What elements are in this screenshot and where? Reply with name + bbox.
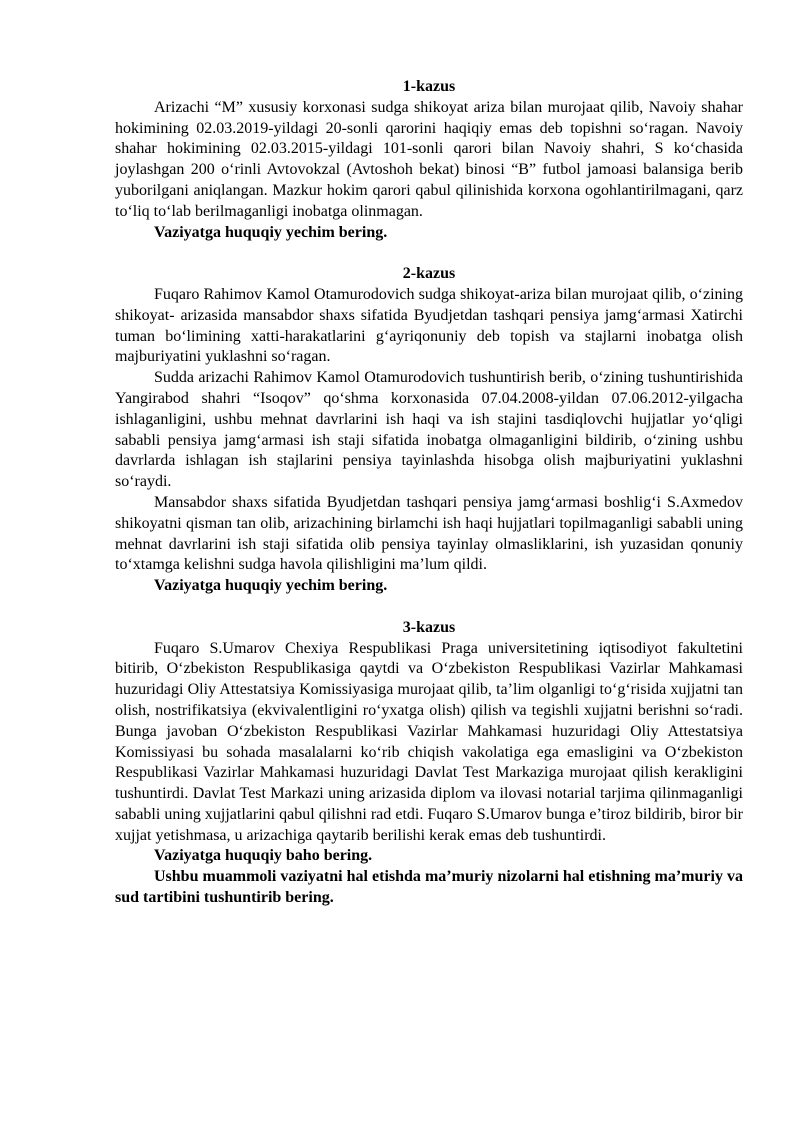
case-separator — [115, 243, 743, 264]
case-title: 2-kazus — [402, 265, 456, 283]
case-title: 1-kazus — [402, 78, 456, 95]
case-paragraph: Fuqaro S.Umarov Chexiya Respublikasi Praga universitetining iqtisodiyot fakultetini bitirib, O‘zbekiston Respublikasiga qaytdi va O‘zbekiston Respublikasi Vazirlar Mahkamasi huzuridagi Oliy Attestatsiya Komissiyasiga murojaat qilib, ta’lim olganligi to‘g‘risida xujjatni tan olish, nostrifikatsiya (ekvivalentligini ro‘yxatga olish) qilish va tegishli xujjatni berishni so‘radi. Bunga javoban O‘zbekiston Respublikasi Vazirlar Mahkamasi huzuridagi Oliy Attestatsiya Komissiyasi bu sohada masalalarni ko‘rib chiqish vakolatiga ega emasligini va O‘zbekiston Respublikasi Vazirlar Mahkamasi huzuridagi Davlat Test Markaziga murojaat qilish kerakligini tushuntirdi. Davlat Test Markazi uning arizasida diplom va ilovasi notarial tarjima qilinmaganligi sababli uning xujjatlarini qabul qilishni rad etdi. Fuqaro S.Umarov bunga e’tiroz bildirib, biror bir xujjat yetishmasa, u arizachiga qaytarib berilishi kerak emas deb tushuntirdi. — [115, 639, 743, 844]
case-paragraph: Arizachi “M” xususiy korxonasi sudga shikoyat ariza bilan murojaat qilib, Navoiy shahar hokimining 02.03.2019-yildagi 20-sonli qarorini haqiqiy emas deb topishni so‘ragan. Navoiy shahar hokimining 02.03.2015-yildagi 101-sonli qarori bilan Navoiy shahri, S ko‘chasida joylashgan 200 o‘rinli Avtovokzal (Avtoshoh bekat) binosi “B” futbol jamoasi balansiga berib yuborilgani aniqlangan. Mazkur hokim qarori qabul qilinishida korxona ogohlantirilmagani, qarz to‘liq to‘lab berilmaganligi inobatga olinmagan. — [115, 98, 743, 220]
case-paragraph: Fuqaro Rahimov Kamol Otamurodovich sudga shikoyat-ariza bilan murojaat qilib, o‘zining shikoyat- arizasida mansabdor shaxs sifatida Byudjetdan tashqari pensiya jamg‘armasi Xatirchi tuman bo‘limining xatti-harakatlarini g‘ayriqonuniy deb topish va stajlarni inobatga olish majburiyatini yuklashni so‘ragan. — [115, 285, 743, 366]
case-task: Vaziyatga huquqiy yechim bering. — [154, 223, 388, 241]
case-title: 3-kazus — [402, 618, 456, 636]
case-separator — [115, 597, 743, 618]
case-paragraph: Mansabdor shaxs sifatida Byudjetdan tashqari pensiya jamg‘armasi boshlig‘i S.Axmedov shikoyatni qisman tan olib, arizachining birlamchi ish haqi hujjatlari topilmaganligi sababli uning mehnat davrlarini ish staji sifatida olib pensiya tayinlay olmasliklarini, ish yuzasidan qonuniy to‘xtamga kelishni sudga havola qilishligini ma’lum qildi. — [115, 493, 743, 574]
case-1 — [115, 77, 743, 243]
case-task: Vaziyatga huquqiy yechim bering. — [154, 577, 388, 595]
case-task: Vaziyatga huquqiy baho bering. — [154, 847, 373, 865]
case-3 — [115, 618, 743, 909]
case-task: Ushbu muammoli vaziyatni hal etishda ma’muriy nizolarni hal etishning ma’muriy va sud tartibini tushuntirib bering. — [115, 868, 743, 907]
document-page — [115, 77, 743, 909]
case-2 — [115, 264, 743, 597]
case-paragraph: Sudda arizachi Rahimov Kamol Otamurodovich tushuntirish berib, o‘zining tushuntirishida Yangirabod shahri “Isoqov” qo‘shma korxonasida 07.04.2008-yildan 07.06.2012-yilgacha ishlaganligini, ushbu mehnat davrlarini ish haqi va ish stajini tasdiqlovchi hujjatlar yo‘qligi sababli pensiya jamg‘armasi ish staji sifatida inobatga olmaganligini bildirib, o‘zining ushbu davrlarda ishlagan ish stajlarini pensiya tayinlashda hisobga olish majburiyatini yuklashni so‘raydi. — [115, 369, 743, 491]
